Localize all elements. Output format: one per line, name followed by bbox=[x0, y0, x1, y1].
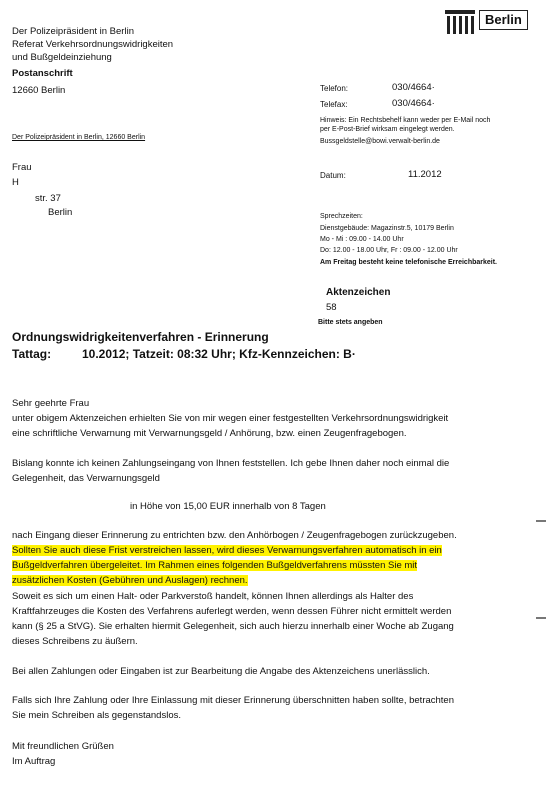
notice-line-1: Hinweis: Ein Rechtsbehelf kann weder per E-Mail noch bbox=[320, 117, 491, 124]
reference-label: Aktenzeichen bbox=[326, 287, 391, 298]
closing-line-1: Mit freundlichen Grüßen bbox=[12, 741, 114, 752]
paragraph-4-line-3: kann (§ 25 a StVG). Sie erhalten hiermit Gelegenheit, sich auch hierzu innerhalb einer Woche ab Zugang bbox=[12, 621, 454, 632]
greeting: Sehr geehrte Frau bbox=[12, 398, 90, 409]
recipient-street: str. 37 bbox=[35, 193, 61, 204]
paragraph-4-line-2: Kraftfahrzeuges die Kosten des Verfahrens auferlegt werden, wenn dessen Führer nicht ermittelt werden bbox=[12, 606, 452, 617]
scan-edge-mark bbox=[536, 617, 546, 619]
return-address: Der Polizeipräsident in Berlin, 12660 Berlin bbox=[12, 134, 146, 141]
tattag-label: Tattag: bbox=[12, 347, 52, 361]
hours-line-2: Mo - Mi : 09.00 - 14.00 Uhr bbox=[320, 236, 404, 243]
highlight-text-1: Sollten Sie auch diese Frist verstreichen lassen, wird dieses Verwarnungsverfahren automatisch in ein bbox=[12, 545, 442, 556]
paragraph-6-line-2: Sie mein Schreiben als gegenstandslos. bbox=[12, 710, 181, 721]
friday-note: Am Freitag besteht keine telefonische Erreichbarkeit. bbox=[320, 259, 498, 266]
scan-edge-mark bbox=[536, 520, 546, 522]
recipient-name: H bbox=[12, 177, 19, 188]
postal-label: Postanschrift bbox=[12, 68, 73, 79]
sender-line-1: Der Polizeipräsident in Berlin bbox=[12, 26, 134, 37]
paragraph-6-line-1: Falls sich Ihre Zahlung oder Ihre Einlassung mit dieser Erinnerung überschnitten haben sollte, betrachten bbox=[12, 695, 455, 706]
highlight-line-1 bbox=[12, 545, 442, 557]
reference-note: Bitte stets angeben bbox=[318, 319, 383, 326]
closing-line-2: Im Auftrag bbox=[12, 756, 56, 767]
amount-line: in Höhe von 15,00 EUR innerhalb von 8 Tagen bbox=[130, 501, 326, 512]
brandenburg-gate-icon bbox=[445, 10, 475, 36]
paragraph-4-line-1: Soweit es sich um einen Halt- oder Parkverstoß handelt, können Ihnen allerdings als Halter des bbox=[12, 591, 414, 602]
date-label: Datum: bbox=[320, 171, 346, 180]
paragraph-2-line-1: Bislang konnte ich keinen Zahlungseingang von Ihnen feststellen. Ich gebe Ihnen daher noch einmal die bbox=[12, 458, 450, 469]
recipient-salutation: Frau bbox=[12, 162, 32, 173]
date-value: 11.2012 bbox=[408, 169, 442, 180]
highlight-line-3 bbox=[12, 575, 248, 587]
fax-label: Telefax: bbox=[320, 100, 348, 109]
notice-line-2: per E-Post-Brief wirksam eingelegt werden. bbox=[320, 126, 455, 133]
phone-label: Telefon: bbox=[320, 84, 349, 93]
paragraph-4-line-4: dieses Schreibens zu äußern. bbox=[12, 636, 138, 647]
recipient-city: Berlin bbox=[48, 207, 73, 218]
paragraph-1-line-1: unter obigem Aktenzeichen erhielten Sie von mir wegen einer festgestellten Verkehrsordnungswidrigkeit bbox=[12, 413, 449, 424]
paragraph-1-line-2: eine schriftliche Verwarnung mit Verwarnungsgeld / Anhörung, bzw. einen Zeugenfragebogen. bbox=[12, 428, 407, 439]
highlight-text-2: Bußgeldverfahren übergeleitet. Im Rahmen eines folgenden Bußgeldverfahrens müssten Sie mit bbox=[12, 560, 418, 571]
email-address: Bussgeldstelle@bowi.verwalt-berlin.de bbox=[320, 138, 440, 145]
paragraph-3-line-1: nach Eingang dieser Erinnerung zu entrichten bzw. den Anhörbogen / Zeugenfragebogen zurückzugeben. bbox=[12, 530, 457, 541]
hours-line-3: Do: 12.00 - 18.00 Uhr, Fr : 09.00 - 12.00 Uhr bbox=[320, 247, 458, 254]
sender-line-2: Referat Verkehrsordnungswidrigkeiten bbox=[12, 39, 174, 50]
postal-city: 12660 Berlin bbox=[12, 85, 66, 96]
sender-line-3: und Bußgeldeinziehung bbox=[12, 52, 112, 63]
paragraph-2-line-2: Gelegenheit, das Verwarnungsgeld bbox=[12, 473, 160, 484]
reference-value: 58 bbox=[326, 302, 337, 313]
hours-line-1: Dienstgebäude: Magazinstr.5, 10179 Berlin bbox=[320, 225, 454, 232]
logo-text: Berlin bbox=[479, 10, 528, 30]
highlight-line-2 bbox=[12, 560, 417, 572]
phone-value: 030/4664· bbox=[392, 82, 435, 93]
hours-label: Sprechzeiten: bbox=[320, 213, 363, 220]
highlight-text-3: zusätzlichen Kosten (Gebühren und Auslagen) rechnen. bbox=[12, 575, 248, 586]
tattag-value: 10.2012; Tatzeit: 08:32 Uhr; Kfz-Kennzeichen: B· bbox=[82, 347, 356, 361]
paragraph-5: Bei allen Zahlungen oder Eingaben ist zur Bearbeitung die Angabe des Aktenzeichens unerlässlich. bbox=[12, 666, 430, 677]
subject-title: Ordnungswidrigkeitenverfahren - Erinnerung bbox=[12, 330, 269, 344]
fax-value: 030/4664· bbox=[392, 98, 435, 109]
